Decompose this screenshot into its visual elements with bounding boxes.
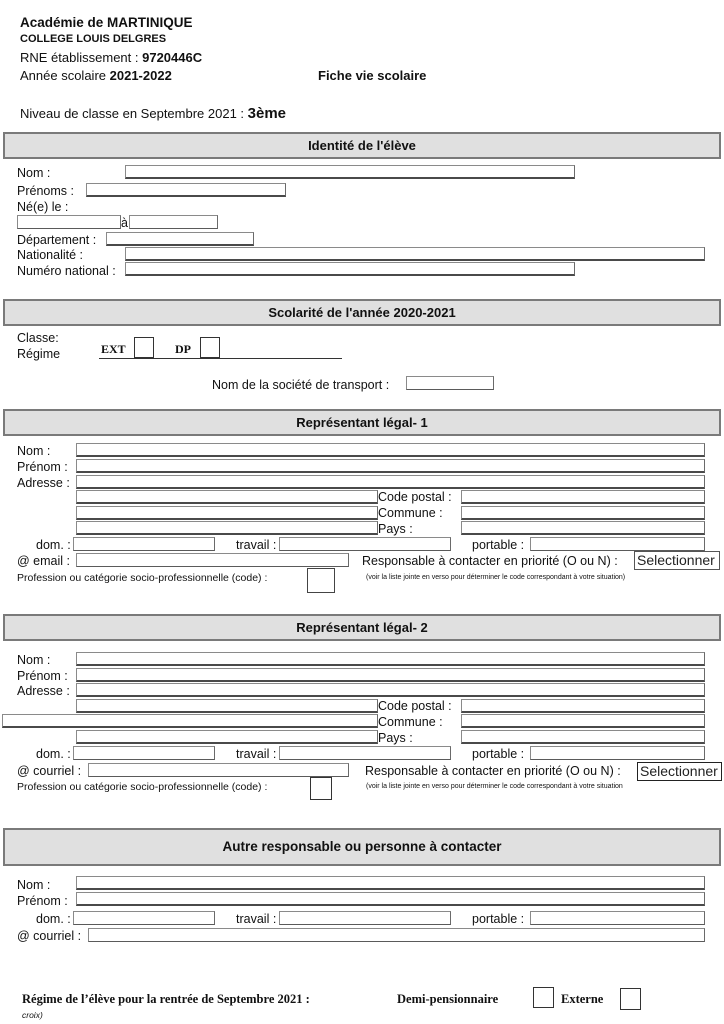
legal1-prenom-label: Prénom : — [17, 460, 68, 474]
prenoms-label: Prénoms : — [17, 184, 74, 198]
externe-checkbox[interactable] — [620, 988, 641, 1010]
numero-national-input[interactable] — [125, 262, 575, 276]
legal1-adresse-input-1[interactable] — [76, 475, 705, 489]
ext-label: EXT — [101, 342, 126, 356]
legal2-travail-label: travail : — [236, 747, 277, 761]
legal2-portable-label: portable : — [472, 747, 525, 761]
legal2-code-postal-input[interactable] — [461, 699, 705, 713]
rne-value: 9720446C — [142, 50, 203, 65]
section-header-legal1: Représentant légal- 1 — [3, 409, 721, 436]
legal2-portable-input[interactable] — [530, 746, 705, 760]
legal2-pays-label: Pays : — [378, 731, 413, 745]
legal2-adresse-input-4[interactable] — [76, 730, 378, 744]
transport-input[interactable] — [406, 376, 494, 390]
legal2-adresse-label: Adresse : — [17, 684, 70, 698]
academie-title: Académie de MARTINIQUE — [20, 15, 193, 30]
legal2-nom-label: Nom : — [17, 653, 51, 667]
legal1-pays-input[interactable] — [461, 521, 705, 535]
legal2-profession-input[interactable] — [310, 777, 332, 800]
legal2-commune-label: Commune : — [378, 715, 443, 729]
legal1-dom-label: dom. : — [36, 538, 71, 552]
rne-line — [20, 50, 202, 65]
classe-underline — [99, 358, 342, 359]
legal1-code-postal-label: Code postal : — [378, 490, 452, 504]
lieu-naissance-input[interactable] — [129, 215, 218, 229]
nom-label: Nom : — [17, 166, 51, 180]
autre-portable-input[interactable] — [530, 911, 705, 925]
legal1-email-label: @ email : — [17, 554, 70, 568]
demi-pensionnaire-label: Demi-pensionnaire — [397, 992, 499, 1006]
legal1-email-input[interactable] — [76, 553, 349, 567]
ne-le-label: Né(e) le : — [17, 200, 69, 214]
transport-label: Nom de la société de transport : — [212, 378, 390, 392]
college-name: COLLEGE LOUIS DELGRES — [20, 33, 167, 45]
section-header-scolarite: Scolarité de l'année 2020-2021 — [3, 299, 721, 326]
legal2-adresse-input-3[interactable] — [2, 714, 378, 728]
croix-note: croix) — [22, 1010, 43, 1020]
legal2-profession-note: (voir la liste jointe en verso pour déterminer le code correspondant à votre situation — [366, 783, 623, 790]
section-header-legal2: Représentant légal- 2 — [3, 614, 721, 641]
rne-label: RNE établissement : — [20, 50, 143, 65]
date-naissance-input[interactable] — [17, 215, 121, 229]
autre-nom-label: Nom : — [17, 878, 51, 892]
niveau-line — [20, 105, 286, 122]
section-header-autre: Autre responsable ou personne à contacter — [3, 828, 721, 866]
legal1-profession-input[interactable] — [307, 568, 335, 593]
autre-dom-label: dom. : — [36, 912, 71, 926]
legal1-priorite-label: Responsable à contacter en priorité (O ou N) : — [362, 554, 618, 568]
legal1-pays-label: Pays : — [378, 522, 413, 536]
classe-label: Classe: — [17, 331, 59, 345]
legal1-profession-label: Profession ou catégorie socio-professionnelle (code) : — [17, 572, 268, 584]
legal1-priorite-select[interactable]: Selectionner — [634, 551, 720, 570]
legal2-priorite-select[interactable]: Selectionner — [637, 762, 722, 781]
dp-label: DP — [175, 342, 191, 356]
legal2-prenom-label: Prénom : — [17, 669, 68, 683]
autre-dom-input[interactable] — [73, 911, 215, 925]
footer-regime-label: Régime de l’élève pour la rentrée de Septembre 2021 : — [22, 992, 310, 1006]
legal2-dom-input[interactable] — [73, 746, 215, 760]
prenoms-input[interactable] — [86, 183, 286, 197]
autre-portable-label: portable : — [472, 912, 525, 926]
dp-checkbox[interactable] — [200, 337, 220, 358]
legal2-priorite-label: Responsable à contacter en priorité (O ou N) : — [365, 764, 621, 778]
nationalite-label: Nationalité : — [17, 248, 84, 262]
legal1-adresse-label: Adresse : — [17, 476, 70, 490]
legal1-portable-label: portable : — [472, 538, 525, 552]
autre-prenom-input[interactable] — [76, 892, 705, 906]
departement-input[interactable] — [106, 232, 254, 246]
annee-label: Année scolaire — [20, 68, 110, 83]
section-header-identite: Identité de l'élève — [3, 132, 721, 159]
a-label: à — [121, 216, 128, 230]
legal2-email-label: @ courriel : — [17, 764, 82, 778]
legal2-code-postal-label: Code postal : — [378, 699, 452, 713]
legal1-profession-note: (voir la liste jointe en verso pour déterminer le code correspondant à votre situation) — [366, 574, 626, 581]
legal1-travail-label: travail : — [236, 538, 277, 552]
legal2-travail-input[interactable] — [279, 746, 451, 760]
legal2-nom-input[interactable] — [76, 652, 705, 666]
niveau-value: 3ème — [247, 105, 287, 122]
legal2-prenom-input[interactable] — [76, 668, 705, 682]
legal1-nom-label: Nom : — [17, 444, 51, 458]
numero-national-label: Numéro national : — [17, 264, 116, 278]
autre-email-label: @ courriel : — [17, 929, 82, 943]
autre-prenom-label: Prénom : — [17, 894, 68, 908]
legal1-dom-input[interactable] — [73, 537, 215, 551]
annee-line — [20, 68, 172, 83]
legal1-adresse-input-3[interactable] — [76, 506, 378, 520]
autre-travail-input[interactable] — [279, 911, 451, 925]
legal2-commune-input[interactable] — [461, 714, 705, 728]
legal2-adresse-input-1[interactable] — [76, 683, 705, 697]
legal1-nom-input[interactable] — [76, 443, 705, 457]
legal2-adresse-input-2[interactable] — [76, 699, 378, 713]
legal2-dom-label: dom. : — [36, 747, 71, 761]
departement-label: Département : — [17, 233, 97, 247]
nationalite-input[interactable] — [125, 247, 705, 261]
legal1-adresse-input-2[interactable] — [76, 490, 378, 504]
niveau-label: Niveau de classe en Septembre 2021 : — [20, 106, 248, 121]
demi-pensionnaire-checkbox[interactable] — [533, 987, 554, 1008]
legal1-portable-input[interactable] — [530, 537, 705, 551]
legal1-commune-label: Commune : — [378, 506, 443, 520]
autre-nom-input[interactable] — [76, 876, 705, 890]
autre-travail-label: travail : — [236, 912, 277, 926]
externe-label: Externe — [561, 992, 604, 1006]
nom-input[interactable] — [125, 165, 575, 179]
legal1-adresse-input-4[interactable] — [76, 521, 378, 535]
legal1-prenom-input[interactable] — [76, 459, 705, 473]
legal2-pays-input[interactable] — [461, 730, 705, 744]
legal1-travail-input[interactable] — [279, 537, 451, 551]
autre-email-input[interactable] — [88, 928, 705, 942]
ext-checkbox[interactable] — [134, 337, 154, 358]
legal2-email-input[interactable] — [88, 763, 349, 777]
legal2-profession-label: Profession ou catégorie socio-professionnelle (code) : — [17, 781, 268, 793]
legal1-code-postal-input[interactable] — [461, 490, 705, 504]
document-title: Fiche vie scolaire — [318, 68, 427, 83]
annee-value: 2021-2022 — [109, 68, 172, 83]
regime-label: Régime — [17, 347, 61, 361]
legal1-commune-input[interactable] — [461, 506, 705, 520]
